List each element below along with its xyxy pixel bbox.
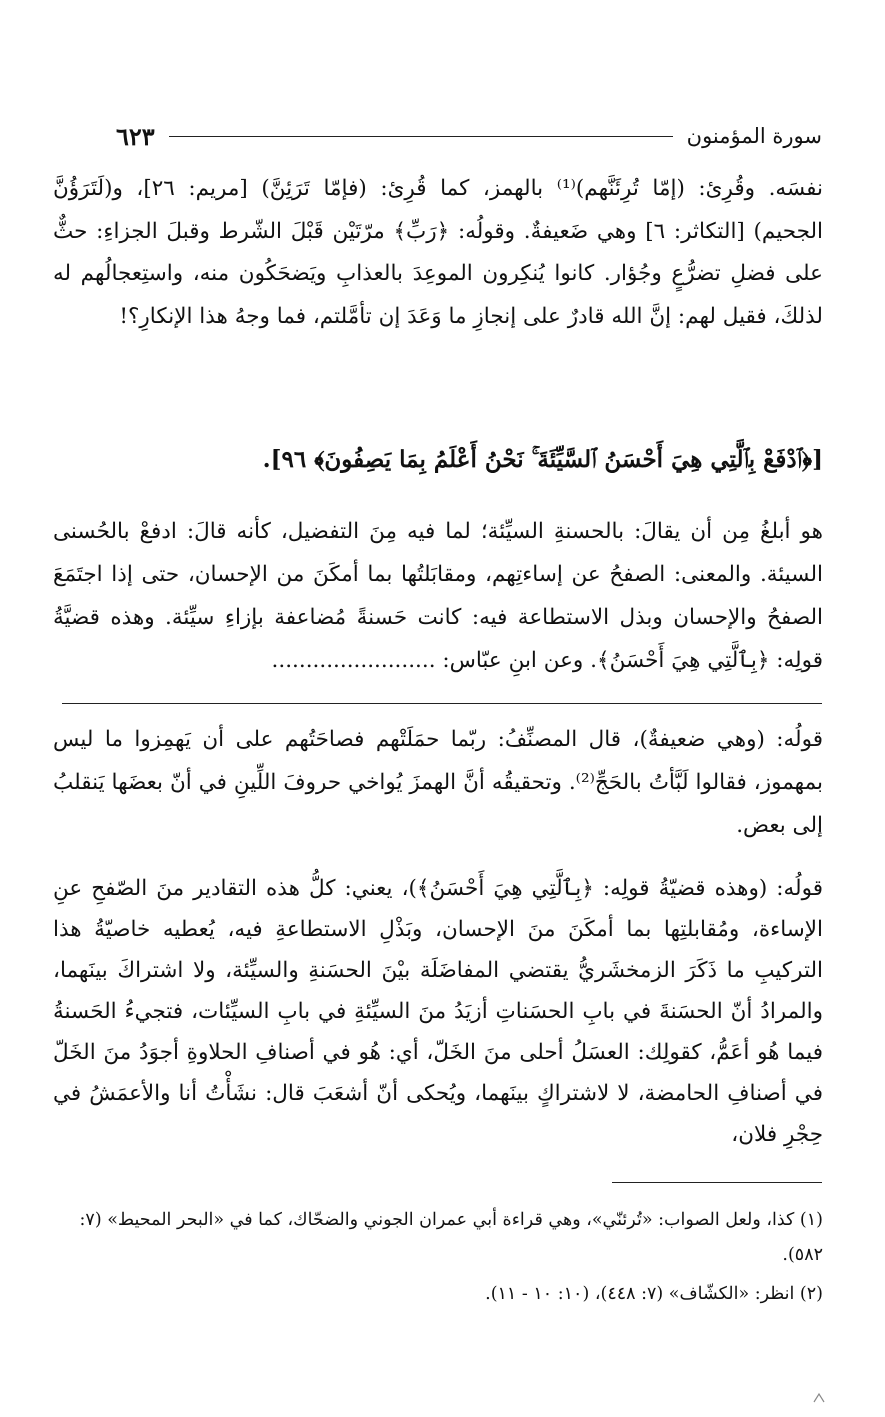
paragraph: قولُه: (وهذه قضيّةُ قولِه: ﴿بِٱلَّتِي هِيَ أَحْسَنُ﴾)، يعني: كلُّ هذه التقادير منَ الصّفحِ عنِ الإساءة، ومُقابلتِها بما أمكَنَ منَ الإحسان، وبَذْلِ الاستطاعةِ فيه، يُعطيه خاصيّةُ هذا التركيبِ ما ذَكَرَ الزمخشَريُّ يقتضي المفاضَلَة بيْنَ الحسَنةِ والسيِّئة، ولا اشتراكَ بينَهما، والمرادُ أنّ الحسَنةَ في بابِ الحسَناتِ أزيَدُ منَ السيِّئةِ في بابِ السيِّئات، فتجيءُ الحَسنةُ فيما هُو أعَمُّ، كقولِك: العسَلُ أحلى منَ الخَلّ، أي: هُو في أصنافِ الحلاوةِ أجوَدُ منَ الخَلّ في أصنافِ الحامضة، لا لاشتراكٍ بينَهما، ويُحكى أنّ أشعَبَ قال: نشَأْتُ أنا والأعمَشُ في حِجْرِ فلان، (53, 876, 823, 1147)
surah-title: سورة المؤمنون (686, 124, 822, 148)
verse-text: [﴿ٱدْفَعْ بِٱلَّتِي هِيَ أَحْسَنُ ٱلسَّيِّئَةَ ۚ نَحْنُ أَعْلَمُ بِمَا يَصِفُونَ﴾ ٩٦]. (262, 446, 823, 473)
page-header (116, 116, 822, 156)
footnote-divider (612, 1182, 822, 1183)
paragraph: نفسَه. وقُرِئ: (إمّا تُرِئَنَّهم)⁽¹⁾ بالهمز، كما قُرِئ: (فإمّا تَرَئِنَّ) [مريم: ٢٦]، و(لَتَرَؤُنَّ الجحيم) [التكاثر: ٦] وهي ضَعيفةٌ. وقولُه: ﴿رَبِّ﴾ مرّتَيْن قَبْلَ الشّرط وقبلَ الجزاءِ: حثٌّ على فضلِ تضرُّعٍ وجُؤار. كانوا يُنكِرون الموعِدَ بالعذابِ ويَضحَكُون منه، واستِعجالُهم له لذلكَ، فقيل لهم: إنَّ الله قادرٌ على إنجازِ ما وَعَدَ إن تأمَّلتم، فما وجهُ هذا الإنكارِ؟! (53, 176, 823, 329)
paragraph: هو أبلغُ مِن أن يقالَ: بالحسنةِ السيِّئة؛ لما فيه مِنَ التفضيل، كأنه قالَ: ادفعْ بالحُسنى السيئة. والمعنى: الصفحُ عن إساءتِهم، ومقابَلتُها بما أمكَنَ من الإحسان، حتى إذا اجتَمَعَ الصفحُ والإحسان وبذل الاستطاعة فيه: كانت حَسنةً مُضاعفة بإزاءِ سيِّئة. وهذه قضيَّةُ قولِه: ﴿بِٱلَّتِي هِيَ أَحْسَنُ﴾. وعن ابنِ عبّاس: ........................ (53, 519, 823, 673)
page-corner-mark-icon (812, 1390, 826, 1404)
footnote-2: (٢) انظر: «الكشّاف» (٧: ٤٤٨)، (١٠: ١٠ - ١١). (485, 1284, 823, 1304)
commentary-paragraph-2 (53, 868, 823, 1155)
main-text-paragraph-2 (53, 510, 823, 682)
main-text-paragraph-1 (53, 168, 823, 338)
page-number: ٦٢٣ (116, 121, 155, 151)
header-rule (169, 136, 673, 137)
commentary-divider (62, 703, 822, 704)
paragraph: قولُه: (وهي ضعيفةٌ)، قال المصنِّفُ: ربّما حمَلَتْهم فصاحَتُهم على أن يَهمِزوا ما ليس بمهموز، فقالوا لَبَّأتُ بالحَجِّ⁽²⁾. وتحقيقُه أنَّ الهمزَ يُواخي حروفَ اللِّينِ في أنّ بعضَها يَنقلبُ إلى بعض. (53, 727, 823, 838)
quran-verse (53, 438, 823, 482)
commentary-paragraph-1 (53, 718, 823, 847)
footnote-1: (١) كذا، ولعل الصواب: «تُرئنّي»، وهي قراءة أبي عمران الجوني والضحّاك، كما في «البحر المحيط» (٧: ٥٨٢). (79, 1210, 823, 1265)
